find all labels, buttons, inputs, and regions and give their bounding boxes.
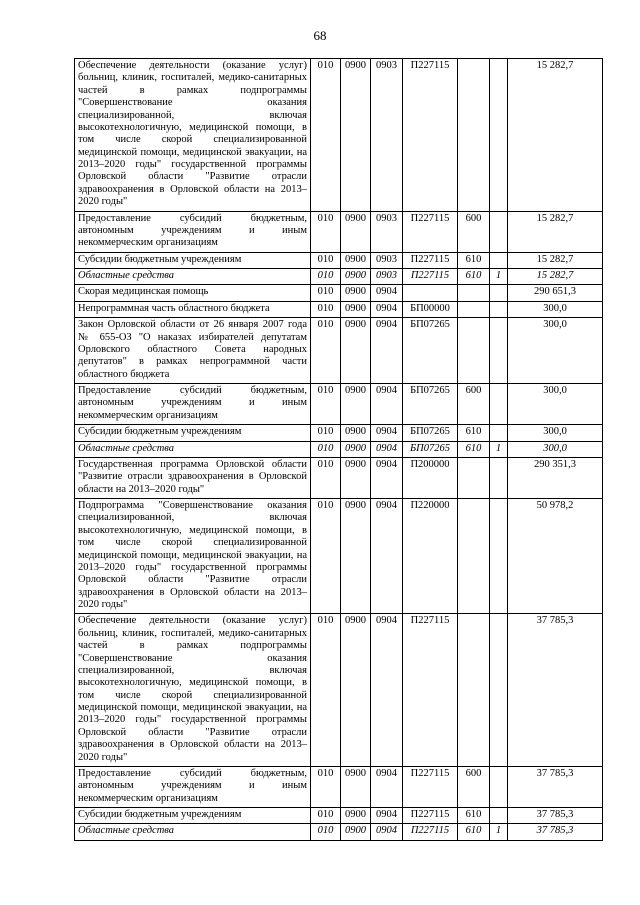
glava-code: 010 (311, 441, 341, 457)
razdel-code: 0900 (341, 457, 371, 498)
funding-source-flag (490, 211, 508, 252)
razdel-code: 0900 (341, 301, 371, 317)
glava-code: 010 (311, 457, 341, 498)
amount: 50 978,2 (508, 499, 603, 614)
funding-source-flag (490, 384, 508, 425)
row-description: Предоставление субсидий бюджетным, автономным учреждениям и иным некоммерческим организациям (75, 766, 311, 807)
vid-rashodov-code: 610 (458, 824, 490, 840)
podrazdel-code: 0904 (371, 318, 403, 384)
vid-rashodov-code: 610 (458, 808, 490, 824)
table-row (75, 301, 603, 317)
podrazdel-code: 0904 (371, 824, 403, 840)
table-row (75, 824, 603, 840)
amount: 300,0 (508, 441, 603, 457)
row-description: Скорая медицинская помощь (75, 285, 311, 301)
podrazdel-code: 0903 (371, 269, 403, 285)
podrazdel-code: 0904 (371, 499, 403, 614)
razdel-code: 0900 (341, 59, 371, 212)
row-description: Обеспечение деятельности (оказание услуг) больниц, клиник, госпиталей, медико-санитарных частей в рамках подпрограммы "Совершенствование оказания специализированной, включая высокотехнологичную, медицинской помощи, в том числе скорой специализированной медицинской помощи, медицинской эвакуации, на 2013–2020 годы" государственной программы Орловской области "Развитие отрасли здравоохранения в Орловской области на 2013–2020 годы" (75, 59, 311, 212)
page-number: 68 (313, 28, 327, 43)
amount: 15 282,7 (508, 211, 603, 252)
row-description: Областные средства (75, 269, 311, 285)
glava-code: 010 (311, 614, 341, 767)
table-row (75, 252, 603, 268)
target-article-code: П227115 (403, 211, 458, 252)
table-row (75, 425, 603, 441)
podrazdel-code: 0904 (371, 614, 403, 767)
target-article-code: П227115 (403, 824, 458, 840)
amount: 300,0 (508, 318, 603, 384)
glava-code: 010 (311, 301, 341, 317)
table-row (75, 384, 603, 425)
row-description: Обеспечение деятельности (оказание услуг) больниц, клиник, госпиталей, медико-санитарных частей в рамках подпрограммы "Совершенствование оказания специализированной, включая высокотехнологичную, медицинской помощи, в том числе скорой специализированной медицинской помощи, медицинской эвакуации, на 2013–2020 годы" государственной программы Орловской области "Развитие отрасли здравоохранения в Орловской области на 2013–2020 годы" (75, 614, 311, 767)
amount: 37 785,3 (508, 614, 603, 767)
row-description: Подпрограмма "Совершенствование оказания специализированной, включая высокотехнологичную, медицинской помощи, в том числе скорой специализированной медицинской помощи, медицинской эвакуации, на 2013–2020 годы" государственной программы Орловской области "Развитие отрасли здравоохранения в Орловской области на 2013–2020 годы" (75, 499, 311, 614)
vid-rashodov-code (458, 614, 490, 767)
razdel-code: 0900 (341, 425, 371, 441)
target-article-code: БП07265 (403, 425, 458, 441)
razdel-code: 0900 (341, 318, 371, 384)
podrazdel-code: 0904 (371, 457, 403, 498)
amount: 37 785,3 (508, 808, 603, 824)
amount: 300,0 (508, 384, 603, 425)
razdel-code: 0900 (341, 269, 371, 285)
row-description: Закон Орловской области от 26 января 2007 года № 655-ОЗ "О наказах избирателей депутатам Орловского областного Совета народных депутатов" в рамках непрограммной части областного бюджета (75, 318, 311, 384)
glava-code: 010 (311, 318, 341, 384)
glava-code: 010 (311, 269, 341, 285)
vid-rashodov-code (458, 499, 490, 614)
table-row (75, 318, 603, 384)
vid-rashodov-code (458, 285, 490, 301)
podrazdel-code: 0904 (371, 384, 403, 425)
razdel-code: 0900 (341, 824, 371, 840)
funding-source-flag (490, 808, 508, 824)
glava-code: 010 (311, 499, 341, 614)
vid-rashodov-code: 610 (458, 269, 490, 285)
target-article-code: БП07265 (403, 318, 458, 384)
amount: 15 282,7 (508, 59, 603, 212)
amount: 15 282,7 (508, 269, 603, 285)
target-article-code: П227115 (403, 766, 458, 807)
target-article-code: БП07265 (403, 384, 458, 425)
amount: 15 282,7 (508, 252, 603, 268)
funding-source-flag (490, 457, 508, 498)
table-row (75, 499, 603, 614)
vid-rashodov-code (458, 457, 490, 498)
table-row (75, 285, 603, 301)
glava-code: 010 (311, 252, 341, 268)
row-description: Предоставление субсидий бюджетным, автономным учреждениям и иным некоммерческим организациям (75, 211, 311, 252)
funding-source-flag (490, 614, 508, 767)
amount: 290 351,3 (508, 457, 603, 498)
target-article-code: БП00000 (403, 301, 458, 317)
glava-code: 010 (311, 285, 341, 301)
glava-code: 010 (311, 425, 341, 441)
funding-source-flag (490, 301, 508, 317)
vid-rashodov-code: 600 (458, 211, 490, 252)
target-article-code: П220000 (403, 499, 458, 614)
podrazdel-code: 0904 (371, 766, 403, 807)
funding-source-flag (490, 59, 508, 212)
glava-code: 010 (311, 808, 341, 824)
razdel-code: 0900 (341, 285, 371, 301)
podrazdel-code: 0904 (371, 301, 403, 317)
target-article-code: БП07265 (403, 441, 458, 457)
target-article-code: П227115 (403, 252, 458, 268)
amount: 37 785,3 (508, 766, 603, 807)
vid-rashodov-code: 600 (458, 766, 490, 807)
razdel-code: 0900 (341, 499, 371, 614)
table-row (75, 59, 603, 212)
glava-code: 010 (311, 766, 341, 807)
funding-source-flag (490, 252, 508, 268)
budget-table-body (75, 59, 603, 841)
table-row (75, 457, 603, 498)
budget-table (74, 58, 603, 841)
target-article-code: П227115 (403, 59, 458, 212)
amount: 290 651,3 (508, 285, 603, 301)
funding-source-flag (490, 499, 508, 614)
razdel-code: 0900 (341, 252, 371, 268)
podrazdel-code: 0903 (371, 211, 403, 252)
podrazdel-code: 0903 (371, 252, 403, 268)
amount: 300,0 (508, 425, 603, 441)
vid-rashodov-code: 610 (458, 425, 490, 441)
table-row (75, 269, 603, 285)
row-description: Областные средства (75, 441, 311, 457)
razdel-code: 0900 (341, 766, 371, 807)
podrazdel-code: 0904 (371, 808, 403, 824)
razdel-code: 0900 (341, 384, 371, 425)
funding-source-flag (490, 766, 508, 807)
razdel-code: 0900 (341, 808, 371, 824)
podrazdel-code: 0904 (371, 425, 403, 441)
glava-code: 010 (311, 824, 341, 840)
target-article-code: П227115 (403, 269, 458, 285)
funding-source-flag (490, 285, 508, 301)
row-description: Субсидии бюджетным учреждениям (75, 425, 311, 441)
target-article-code: П200000 (403, 457, 458, 498)
vid-rashodov-code (458, 318, 490, 384)
amount: 37 785,3 (508, 824, 603, 840)
vid-rashodov-code: 610 (458, 252, 490, 268)
vid-rashodov-code (458, 59, 490, 212)
funding-source-flag: 1 (490, 441, 508, 457)
glava-code: 010 (311, 384, 341, 425)
row-description: Предоставление субсидий бюджетным, автономным учреждениям и иным некоммерческим организациям (75, 384, 311, 425)
target-article-code (403, 285, 458, 301)
razdel-code: 0900 (341, 614, 371, 767)
funding-source-flag (490, 425, 508, 441)
razdel-code: 0900 (341, 441, 371, 457)
target-article-code: П227115 (403, 808, 458, 824)
row-description: Субсидии бюджетным учреждениям (75, 808, 311, 824)
table-row (75, 614, 603, 767)
razdel-code: 0900 (341, 211, 371, 252)
row-description: Непрограммная часть областного бюджета (75, 301, 311, 317)
podrazdel-code: 0903 (371, 59, 403, 212)
table-row (75, 441, 603, 457)
row-description: Государственная программа Орловской области "Развитие отрасли здравоохранения в Орловской области на 2013–2020 годы" (75, 457, 311, 498)
vid-rashodov-code: 600 (458, 384, 490, 425)
glava-code: 010 (311, 59, 341, 212)
podrazdel-code: 0904 (371, 285, 403, 301)
amount: 300,0 (508, 301, 603, 317)
table-row (75, 766, 603, 807)
funding-source-flag: 1 (490, 824, 508, 840)
table-row (75, 808, 603, 824)
glava-code: 010 (311, 211, 341, 252)
target-article-code: П227115 (403, 614, 458, 767)
podrazdel-code: 0904 (371, 441, 403, 457)
row-description: Субсидии бюджетным учреждениям (75, 252, 311, 268)
table-row (75, 211, 603, 252)
row-description: Областные средства (75, 824, 311, 840)
vid-rashodov-code: 610 (458, 441, 490, 457)
funding-source-flag: 1 (490, 269, 508, 285)
funding-source-flag (490, 318, 508, 384)
vid-rashodov-code (458, 301, 490, 317)
